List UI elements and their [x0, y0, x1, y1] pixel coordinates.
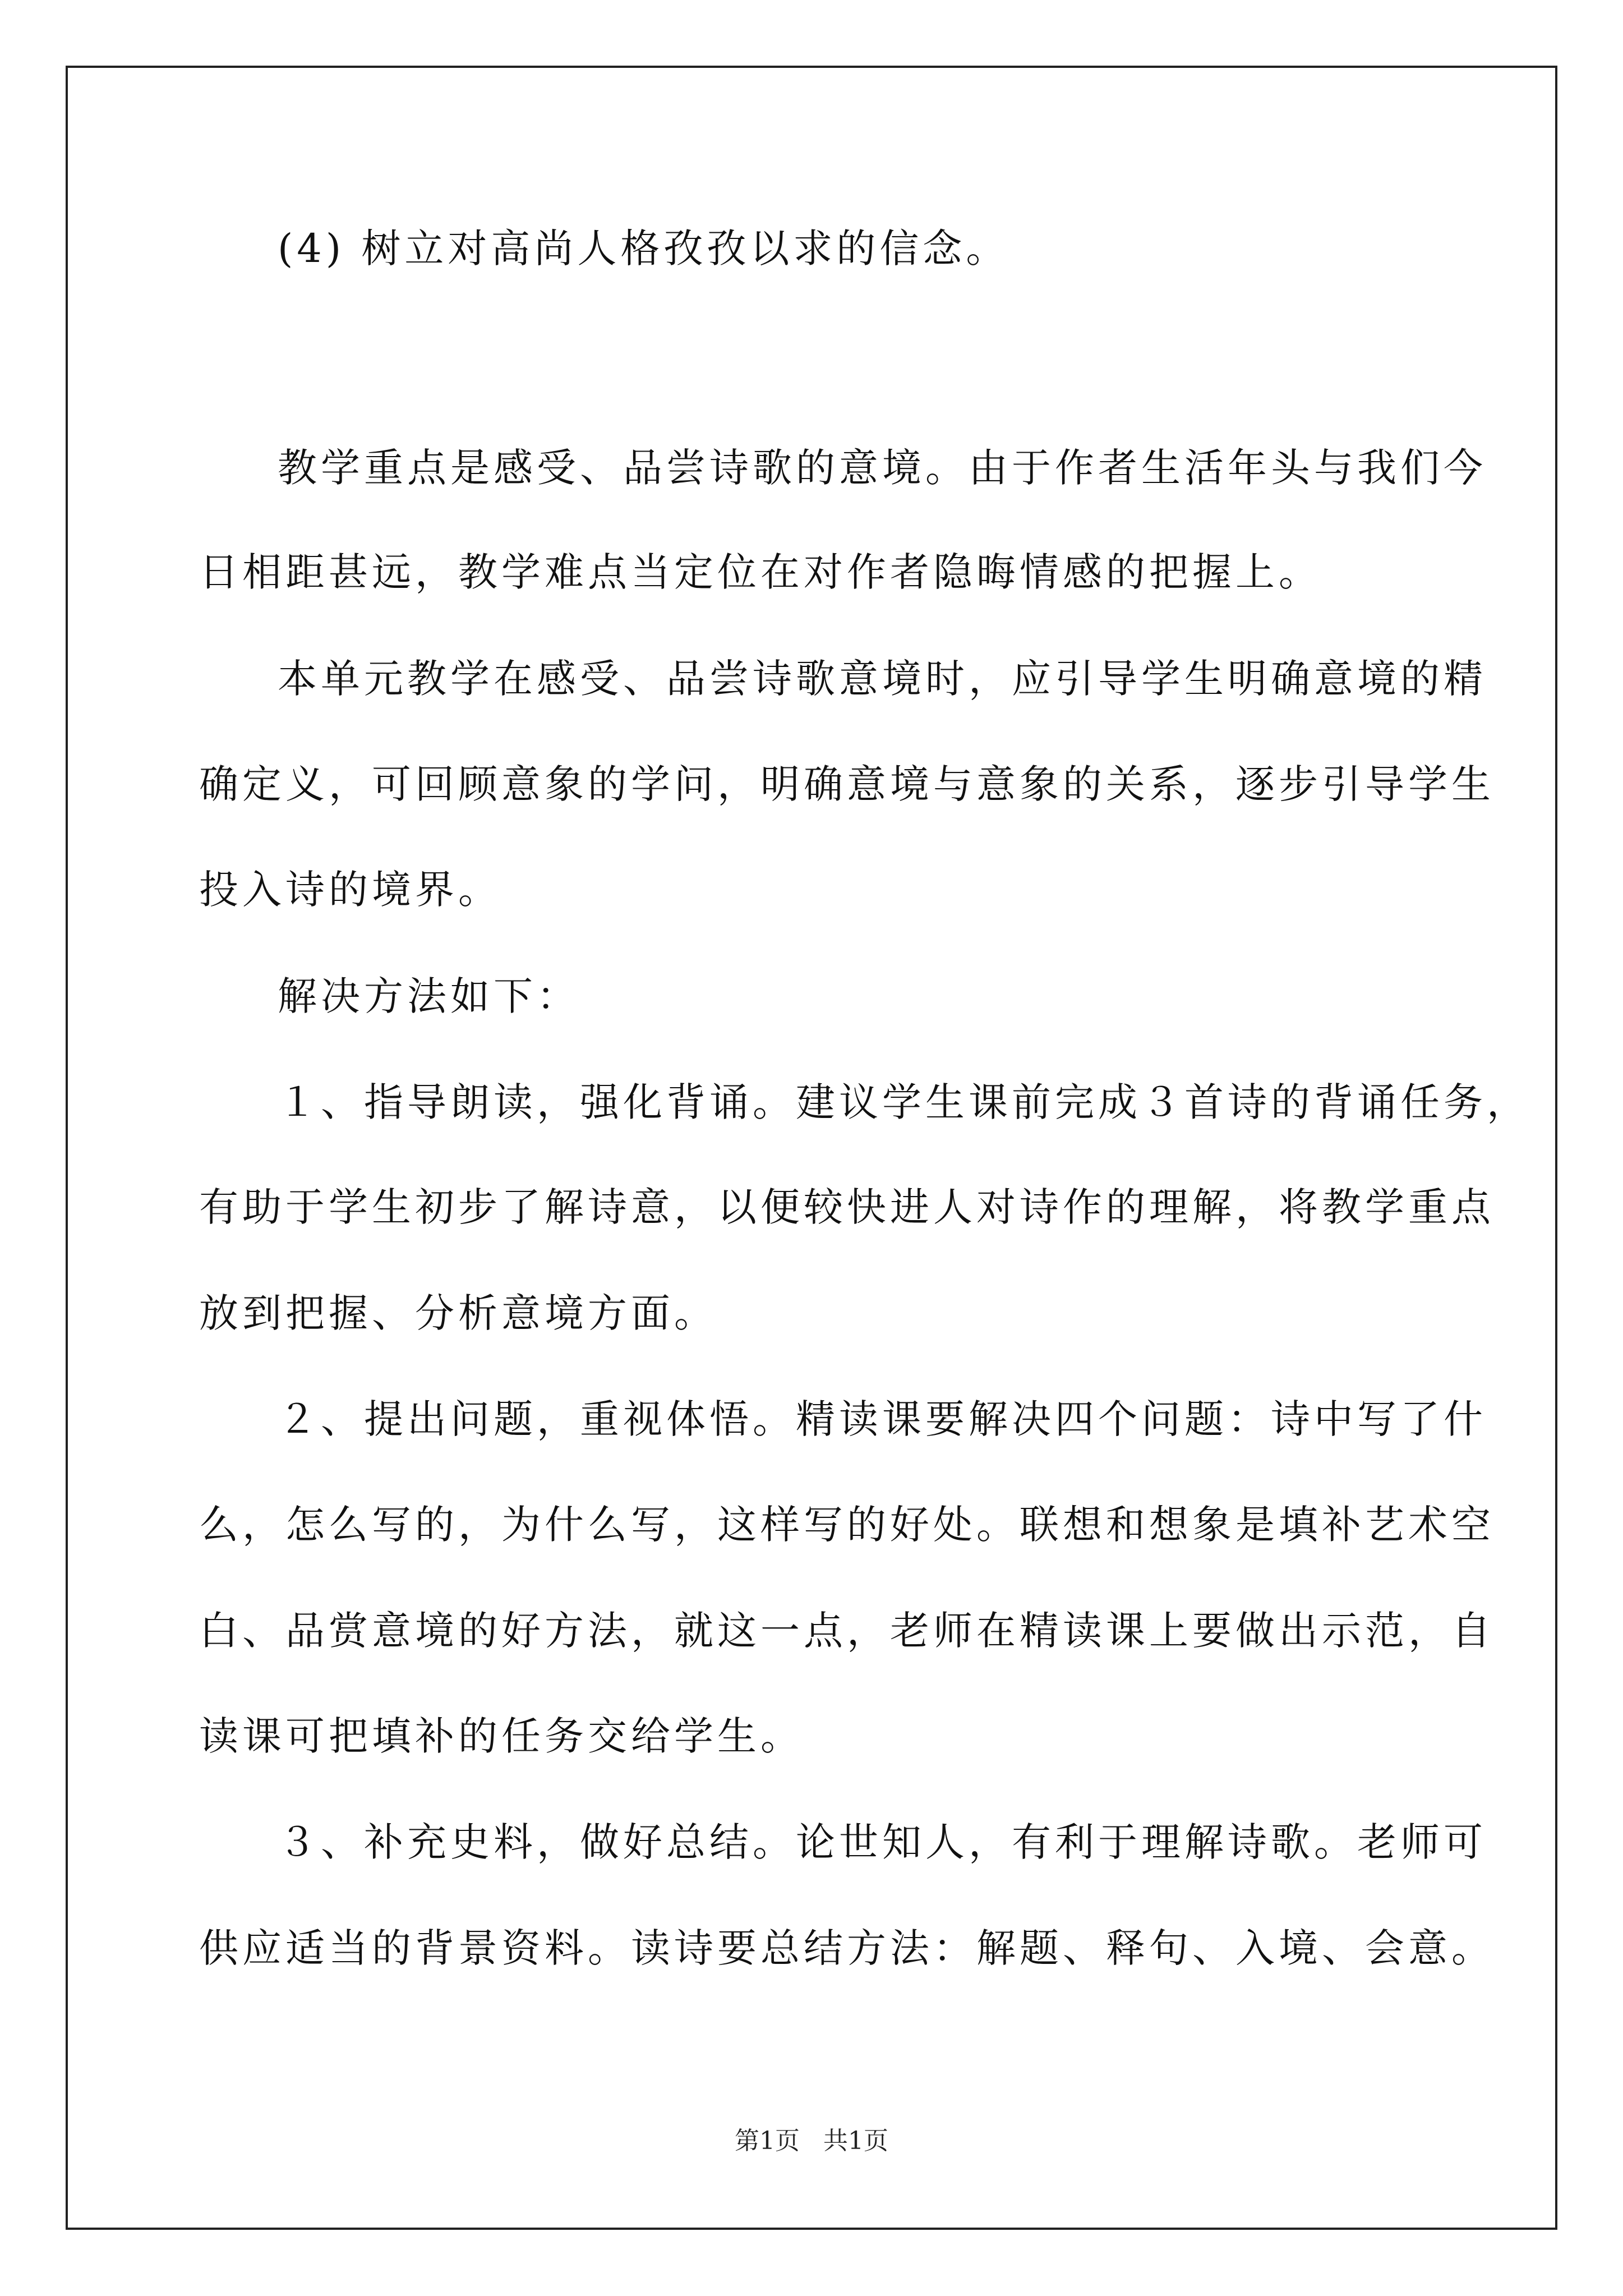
text-line: 放到把握、分析意境方面。 — [199, 1290, 717, 1336]
text-line: ２、提出问题，重视体悟。精读课要解决四个问题：诗中写了什 — [278, 1396, 1487, 1442]
text-line: ３、补充史料，做好总结。论世知人，有利于理解诗歌。老师可 — [278, 1819, 1487, 1865]
text-line: 么，怎么写的，为什么写，这样写的好处。联想和想象是填补艺术空 — [199, 1502, 1495, 1548]
text-line: 读课可把填补的任务交给学生。 — [199, 1713, 804, 1759]
text-line: 日相距甚远，教学难点当定位在对作者隐晦情感的把握上。 — [199, 549, 1322, 595]
page-border — [66, 66, 1557, 2230]
text-line: 白、品赏意境的好方法，就这一点，老师在精读课上要做出示范，自 — [199, 1608, 1495, 1654]
page-footer — [0, 2129, 1623, 2154]
text-line: 本单元教学在感受、品尝诗歌意境时，应引导学生明确意境的精 — [278, 656, 1487, 702]
text-line: １、指导朗读，强化背诵。建议学生课前完成３首诗的背诵任务， — [278, 1079, 1530, 1125]
text-line: 解决方法如下： — [278, 973, 580, 1019]
text-line: 投入诗的境界。 — [199, 867, 501, 913]
text-line: 有助于学生初步了解诗意，以便较快进人对诗作的理解，将教学重点 — [199, 1184, 1495, 1230]
text-line: (4) 树立对高尚人格孜孜以求的信念。 — [278, 226, 1009, 272]
page-number: 第1页 共1页 — [735, 2127, 888, 2155]
text-line: 确定义，可回顾意象的学问，明确意境与意象的关系，逐步引导学生 — [199, 761, 1495, 807]
text-line: 教学重点是感受、品尝诗歌的意境。由于作者生活年头与我们今 — [278, 445, 1487, 491]
text-line: 供应适当的背景资料。读诗要总结方法：解题、释句、入境、会意。 — [199, 1925, 1495, 1971]
